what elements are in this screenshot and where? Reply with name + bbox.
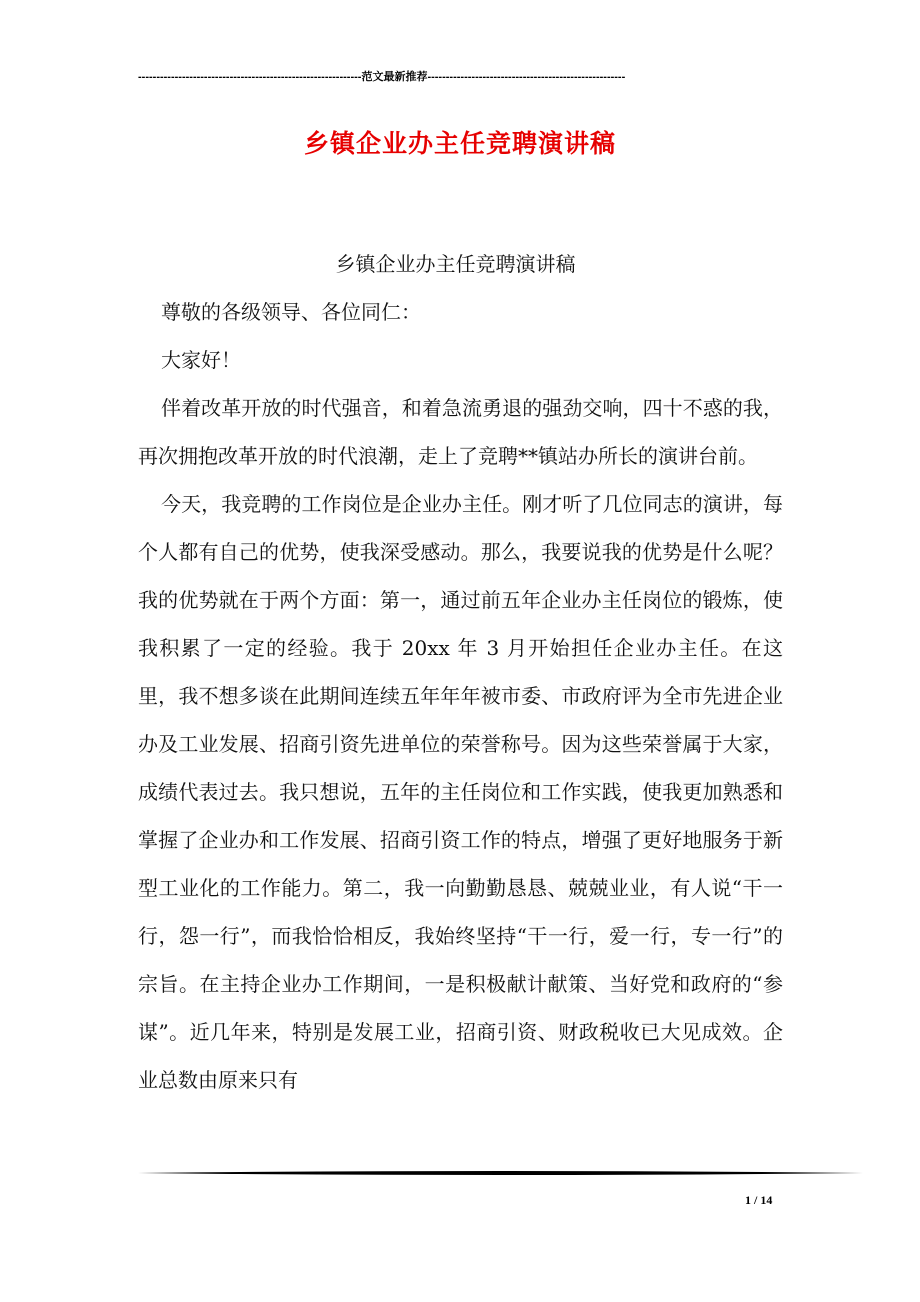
salutation: 尊敬的各级领导、各位同仁： xyxy=(161,300,421,324)
document-subtitle: 乡镇企业办主任竞聘演讲稿 xyxy=(335,252,576,276)
greeting: 大家好！ xyxy=(161,348,241,372)
footer-divider xyxy=(138,1170,863,1176)
body-paragraph: 伴着改革开放的时代强音，和着急流勇退的强劲交响，四十不惑的我，再次拥抱改革开放的时代浪潮，走上了竞聘**镇站办所长的演讲台前。 xyxy=(138,396,783,468)
page-header-banner: -------------------------------------------------------------范文最新推荐------------------------------------------------------ xyxy=(138,71,626,83)
document-title: 乡镇企业办主任竞聘演讲稿 xyxy=(303,129,616,158)
body-paragraph: 今天，我竞聘的工作岗位是企业办主任。刚才听了几位同志的演讲，每个人都有自己的优势，使我深受感动。那么，我要说我的优势是什么呢？我的优势就在于两个方面：第一，通过前五年企业办主任岗位的锻炼，使我积累了一定的经验。我于 20xx 年 3 月开始担任企业办主任。在这里，我不想多谈在此期间连续五年年年被市委、市政府评为全市先进企业办及工业发展、招商引资先进单位的荣誉称号。因为这些荣誉属于大家，成绩代表过去。我只想说，五年的主任岗位和工作实践，使我更加熟悉和掌握了企业办和工作发展、招商引资工作的特点，增强了更好地服务于新型工业化的工作能力。第二，我一向勤勤恳恳、兢兢业业，有人说“干一行，怨一行”，而我恰恰相反，我始终坚持“干一行，爱一行，专一行”的宗旨。在主持企业办工作期间，一是积极献计献策、当好党和政府的“参谋”。近几年来，特别是发展工业，招商引资、财政税收已大见成效。企业总数由原来只有 xyxy=(138,492,783,1092)
page-number: 1 / 14 xyxy=(745,1193,773,1207)
document-body xyxy=(138,240,783,1104)
